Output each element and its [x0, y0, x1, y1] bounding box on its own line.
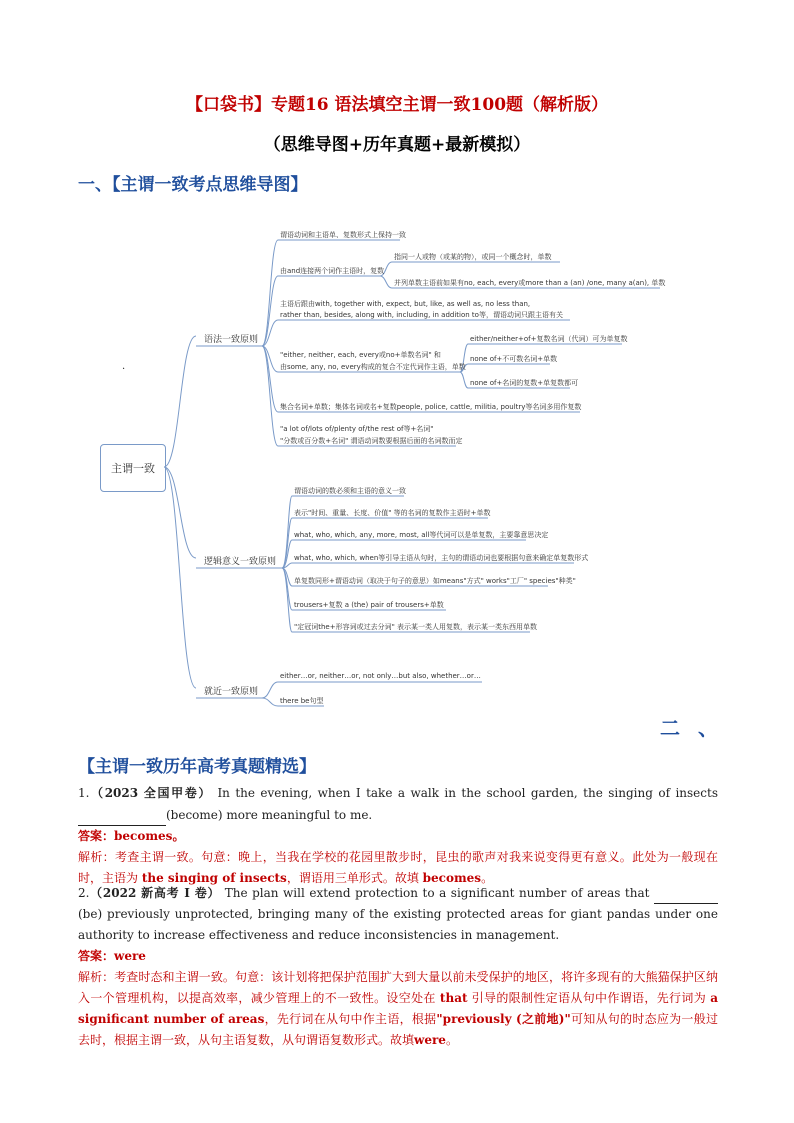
- stray-dot: .: [122, 361, 126, 372]
- question-number: 1.: [78, 786, 90, 800]
- mindmap-leaf: "定冠词the+形容词或过去分词" 表示某一类人用复数，表示某一类东西用单数: [294, 623, 538, 631]
- document-title: 【口袋书】专题16 语法填空主谓一致100题（解析版）: [185, 95, 609, 115]
- mindmap-leaf: 由and连接两个词作主语时，复数: [280, 267, 385, 275]
- mindmap-leaf: "a lot of/lots of/plenty of/the rest of等+名词": [280, 425, 434, 433]
- mindmap-leaf: none of+名词的复数+单复数都可: [470, 379, 579, 387]
- mindmap-leaf: rather than, besides, along with, including, in addition to等，谓语动词只跟主语有关: [280, 311, 563, 319]
- section-heading-mindmap: 一、【主谓一致考点思维导图】: [78, 175, 308, 195]
- explanation: 解析：考查主谓一致。句意：晚上，当我在学校的花园里散步时，昆虫的歌声对我来说变得更有意义。此处为一般现在时，主语为 the singing of insects，谓语用三单形式。故填 becomes。: [78, 850, 718, 885]
- question-1: [78, 783, 718, 889]
- mindmap-leaf: trousers+复数 a (the) pair of trousers+单数: [294, 601, 444, 609]
- mindmap-leaf: there be句型: [280, 697, 324, 705]
- mindmap-leaf: either…or, neither…or, not only…but also, whether…or…: [280, 672, 481, 680]
- answer-blank: [654, 882, 718, 904]
- section-number: 二、: [660, 716, 736, 740]
- mindmap-leaf: 主语后跟由with, together with, expect, but, like, as well as, no less than,: [280, 300, 531, 308]
- mindmap-leaf: 谓语动词的数必须和主语的意义一致: [294, 487, 406, 495]
- answer-blank: [78, 804, 166, 826]
- mindmap-leaf: "分数或百分数+名词" 谓语动词数要根据后面的名词数而定: [280, 437, 463, 445]
- question-text: The plan will extend protection to a significant number of areas that: [224, 886, 650, 900]
- question-text: previously unprotected, bringing many of the existing protected areas for giant pandas under one authority to increase effectiveness and reduce inconsistencies in management.: [78, 907, 718, 942]
- mindmap-leaf: none of+不可数名词+单数: [470, 355, 558, 363]
- mindmap-leaf: 单复数同形+谓语动词（取决于句子的意思）如means"方式" works"工厂" species"种类": [294, 577, 576, 585]
- question-text: (be): [78, 907, 103, 921]
- mindmap-branch-proximity: 就近一致原则: [204, 687, 259, 697]
- question-text: In the evening, when I take a walk in the school garden, the singing of insects: [217, 786, 718, 800]
- mindmap-branch-grammar: 语法一致原则: [204, 335, 259, 345]
- document-subtitle: （思维导图+历年真题+最新模拟）: [263, 135, 531, 155]
- section-heading-exam: 【主谓一致历年高考真题精选】: [78, 757, 316, 777]
- mindmap-leaf: 并列单数主语前如果有no, each, every或more than a (an) /one, many a(an), 单数: [394, 279, 666, 287]
- answer-label: 答案：: [78, 829, 115, 843]
- answer-value: becomes。: [114, 829, 185, 843]
- question-source: （2023 全国甲卷）: [89, 786, 212, 800]
- mindmap-leaf: 由some, any, no, every构成的复合不定代词作主语，单数: [280, 363, 466, 371]
- mindmap-root-node: 主谓一致: [100, 444, 166, 492]
- mindmap-branch-logic: 逻辑意义一致原则: [204, 557, 277, 567]
- mindmap-leaf: 指同一人或物（或某的物），或同一个概念时，单数: [394, 253, 552, 261]
- mindmap-leaf: either/neither+of+复数名词（代词）可为单复数: [470, 335, 628, 343]
- question-2: [78, 882, 718, 1051]
- question-text: (become) more meaningful to me.: [166, 808, 373, 822]
- mindmap-leaf: 表示"时间、重量、长度、价值" 等的名词的复数作主语时+单数: [294, 509, 491, 517]
- mindmap-leaf: what, who, which, any, more, most, all等代词可以是单复数，主要靠意思决定: [294, 531, 549, 539]
- mindmap-leaf: "either, neither, each, every或no+单数名词" 和: [280, 351, 441, 359]
- answer-label: 答案：: [78, 949, 115, 963]
- answer-value: were: [114, 949, 146, 963]
- question-source: （2022 新高考 I 卷）: [89, 886, 221, 900]
- mindmap-leaf: 集合名词+单数；集体名词或名+复数people, police, cattle, militia, poultry等名词多用作复数: [280, 403, 582, 411]
- explanation: 解析：考查时态和主谓一致。句意：该计划将把保护范围扩大到大量以前未受保护的地区，将许多现有的大熊猫保护区纳入一个管理机构，以提高效率，减少管理上的不一致性。设空处在 that 引导的限制性定语从句中作谓语，先行词为 a significant number of areas，先行词在从句中作主语，根据"previously (之前地)"可知从句的时态应为一般过去时，根据主谓一致，从句主语复数，从句谓语复数形式。故填were。: [78, 970, 718, 1047]
- question-number: 2.: [78, 886, 90, 900]
- mindmap-leaf: what, who, which, when等引导主语从句时，主句的谓语动词也要根据句意来确定单复数形式: [294, 554, 589, 562]
- mindmap-leaf: 谓语动词和主语单、复数形式上保持一致: [280, 231, 406, 239]
